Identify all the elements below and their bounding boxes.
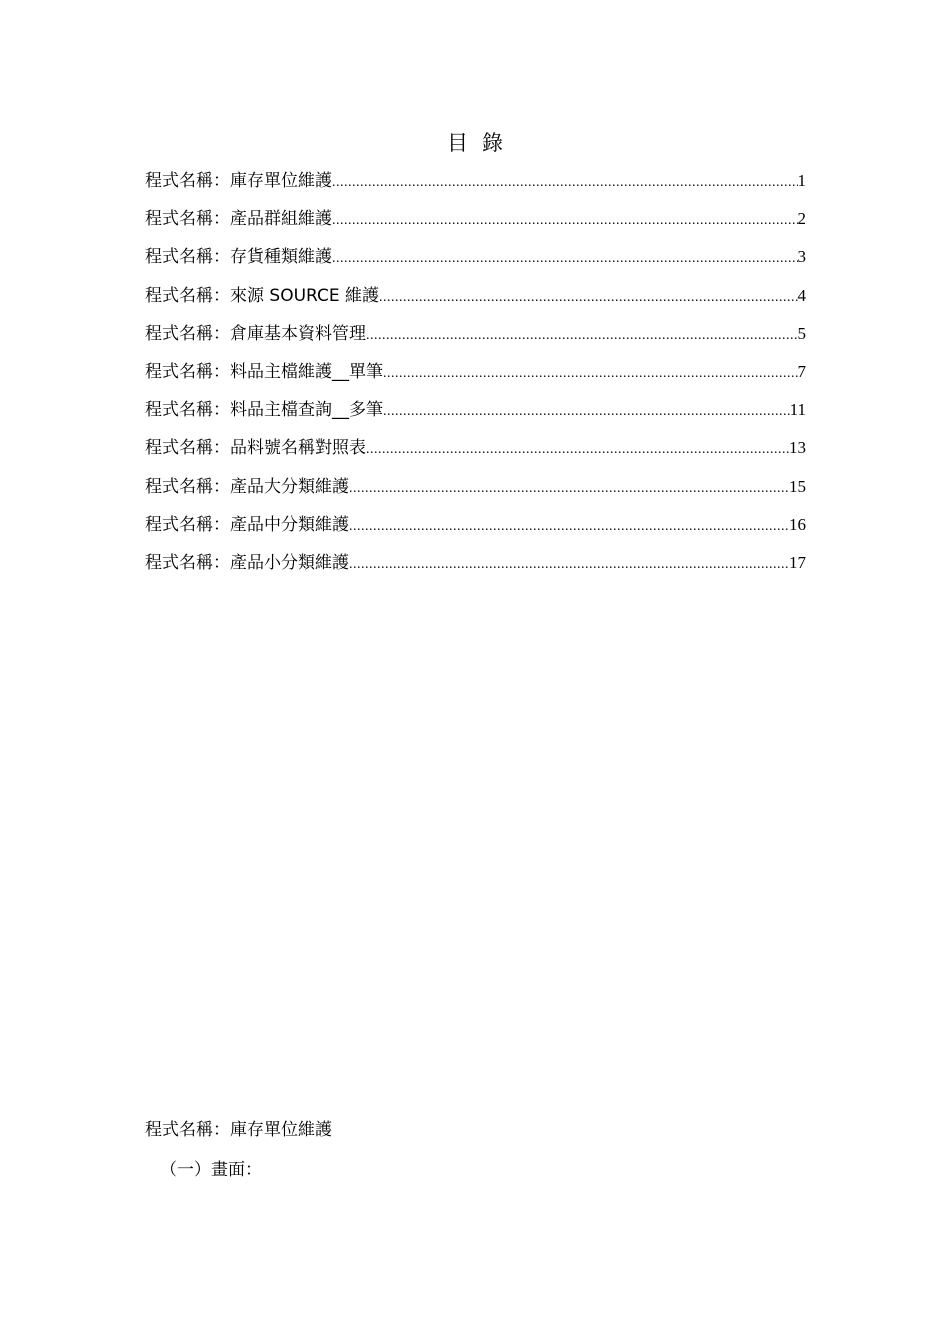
toc-entry-page: 4 <box>797 285 806 305</box>
toc-entry-page: 16 <box>789 514 806 534</box>
toc-entry-page: 2 <box>797 209 806 229</box>
toc-entry-page: 3 <box>797 247 806 267</box>
toc-entry-label: 程式名稱：產品小分類維護 <box>145 552 349 573</box>
toc-entry-page: 11 <box>789 400 806 420</box>
toc-entry-page: 1 <box>797 171 806 190</box>
toc-dot-leader <box>349 519 789 535</box>
toc-entry[interactable] <box>145 395 806 433</box>
section-heading: 程式名稱：庫存單位維護 <box>145 1120 332 1140</box>
toc-entry-label: 程式名稱：料品主檔維護__單筆 <box>145 361 383 382</box>
toc-entry-label: 程式名稱：來源 SOURCE 維護 <box>145 285 379 306</box>
toc-title: 目錄 <box>447 131 517 155</box>
toc-entry-page: 7 <box>797 361 806 381</box>
toc-dot-leader <box>366 328 798 344</box>
toc-entry-label: 程式名稱：產品群組維護 <box>145 209 332 230</box>
toc-dot-leader <box>332 175 798 191</box>
toc-entry[interactable] <box>145 319 806 357</box>
toc-entry[interactable] <box>145 281 806 319</box>
toc-entry-page: 5 <box>797 323 806 343</box>
toc-list <box>145 166 806 586</box>
toc-entry-label: 程式名稱：產品中分類維護 <box>145 514 349 535</box>
toc-entry-page: 13 <box>789 438 806 458</box>
toc-entry-label: 程式名稱：存貨種類維護 <box>145 247 332 268</box>
toc-entry-label: 程式名稱：庫存單位維護 <box>145 171 332 191</box>
toc-dot-leader <box>379 290 798 306</box>
toc-dot-leader <box>332 251 798 267</box>
toc-entry[interactable] <box>145 548 806 586</box>
toc-entry-page: 15 <box>789 476 806 496</box>
section-subheading: （一）畫面： <box>160 1160 262 1180</box>
toc-entry-label: 程式名稱：倉庫基本資料管理 <box>145 323 366 344</box>
toc-dot-leader <box>349 481 789 497</box>
toc-entry-page: 17 <box>789 552 806 572</box>
toc-dot-leader <box>349 557 789 573</box>
toc-entry-label: 程式名稱：品料號名稱對照表 <box>145 438 366 459</box>
toc-entry-label: 程式名稱：料品主檔查詢__多筆 <box>145 400 383 421</box>
toc-dot-leader <box>383 366 798 382</box>
toc-entry[interactable] <box>145 204 806 242</box>
toc-entry[interactable] <box>145 242 806 280</box>
toc-dot-leader <box>383 404 790 420</box>
toc-entry[interactable] <box>145 472 806 510</box>
toc-entry[interactable] <box>145 166 806 204</box>
toc-entry[interactable] <box>145 510 806 548</box>
toc-dot-leader <box>366 442 789 458</box>
toc-entry[interactable] <box>145 357 806 395</box>
toc-entry-label: 程式名稱：產品大分類維護 <box>145 476 349 497</box>
toc-entry[interactable] <box>145 433 806 471</box>
toc-dot-leader <box>332 213 798 229</box>
